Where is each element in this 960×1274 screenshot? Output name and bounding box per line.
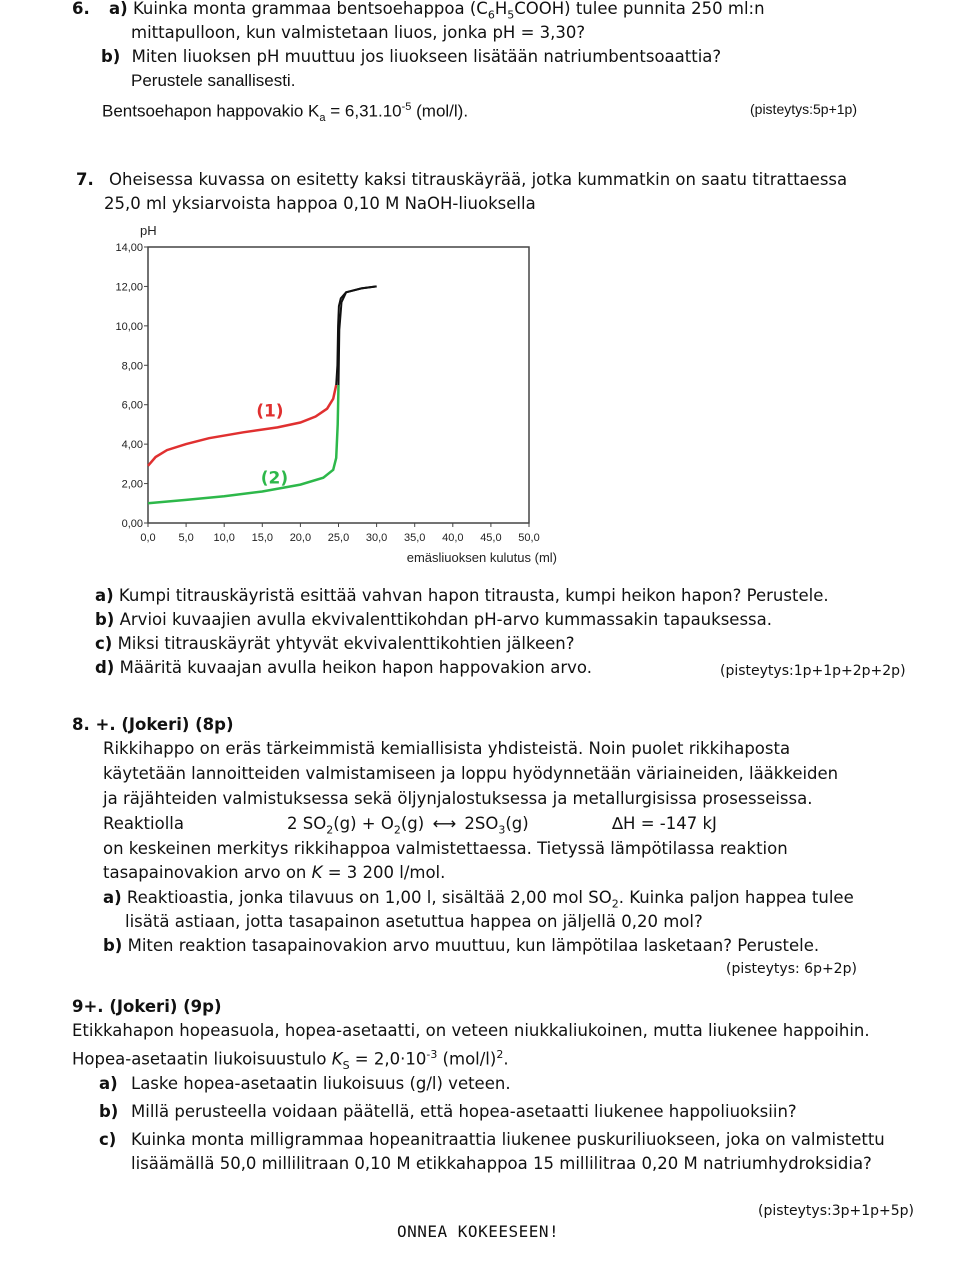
q6-points: (pisteytys:5p+1p) [750,101,857,117]
q7-points: (pisteytys:1p+1p+2p+2p) [720,663,906,679]
q7-a [95,585,829,607]
y-tick-label: 6,00 [121,399,143,412]
q9-l2 [72,1044,509,1077]
q9-l2-sup: -3 [426,1048,438,1061]
q6-a-label: a) [109,0,128,18]
y-tick-label: 0,00 [121,518,143,530]
q8-b [103,935,819,957]
q6-sub-2: 5 [507,8,515,22]
y-tick-label: 8,00 [121,360,143,373]
q9-l2-end: . [503,1049,509,1069]
q6-number: 6. [72,0,90,18]
q9-header-text: 9+. (Jokeri) (9p) [72,997,222,1016]
q8-eq-left: 2 SO [287,814,327,833]
x-tick-label: 35,0 [403,532,426,544]
q9-l2-post: (mol/l) [437,1049,497,1069]
q7-d-label: d) [95,658,115,677]
q6-ka-line [102,96,468,129]
q9-l1: Etikkahapon hopeasuola, hopea-asetaatti, on veteen niukkaliukoinen, mutta liukenee happoihin. [72,1021,870,1040]
q8-eq-end: (g) [505,814,529,833]
x-tick-label: 0,0 [140,532,156,544]
q7-a-label: a) [95,586,114,605]
q8-a-label: a) [103,888,122,907]
q8-delta-h: ∆H = -147 kJ [612,814,717,833]
q9-l2-k: K [331,1049,343,1069]
q6-b-line1 [101,46,721,68]
q8-l3: ja räjähteiden valmistuksessa sekä öljynjalostuksessa ja metallurgisissa prosesseissa. [103,789,813,808]
x-tick-label: 45,0 [480,532,502,544]
q8-a1-post: . Kuinka paljon happea tulee [618,888,854,907]
q6-ka-sub: a [319,112,326,125]
q6-ka-post: (mol/l). [411,101,469,121]
q6-b-label: b) [101,47,121,66]
q6-sub-1: 6 [487,8,495,22]
q8-b-label: b) [103,936,123,955]
q6-a-line2: mittapulloon, kun valmistetaan liuos, jonka pH = 3,30? [131,23,586,42]
y-tick-label: 12,00 [115,281,143,294]
series-1-line [148,385,336,466]
q8-l5: on keskeinen merkitys rikkihappoa valmistettaessa. Tietyssä lämpötilassa reaktion [103,839,788,858]
x-tick-label: 50,0 [518,532,540,544]
q7-number: 7. [76,170,94,189]
q8-eq-g: (g) [400,814,425,833]
q9-c-text-1: Kuinka monta milligrammaa hopeanitraattia liukenee puskuriliuokseen, joka on valmistettu [131,1130,885,1149]
q6-a-text-2: COOH) tulee punnita 250 ml:n [514,0,765,18]
q8-a2: lisätä astiaan, jotta tasapainon asetuttua happea on jäljellä 0,20 mol? [125,912,703,931]
q8-b-text: Miten reaktion tasapainovakion arvo muuttuu, kun lämpötilaa lasketaan? Perustele. [122,936,820,955]
x-tick-label: 25,0 [327,532,350,544]
q6-ka-sup: -5 [401,101,412,113]
series-1-label: (1) [256,401,284,422]
q8-eq-sub1: 2 [326,823,334,837]
y-tick-label: 4,00 [121,439,143,452]
q8-l2: käytetään lannoitteiden valmistamiseen ja loppu hyödynnetään väriaineiden, lääkkeiden [103,764,839,783]
y-axis-label: pH [140,223,157,238]
series-2-line [148,385,339,503]
x-tick-label: 20,0 [289,532,312,544]
q8-header [72,714,234,736]
q7-b [95,609,772,631]
q9-l2-sup2: 2 [496,1048,504,1061]
q8-l1: Rikkihappo on eräs tärkeimmistä kemiallisista yhdisteistä. Noin puolet rikkihaposta [103,739,791,758]
q9-points: (pisteytys:3p+1p+5p) [758,1203,915,1219]
q8-eq-mid: (g) + O [333,814,394,833]
q7-c-text: Miksi titrauskäyrät yhtyvät ekvivalenttikohtien jälkeen? [112,634,575,653]
q9-a [99,1073,511,1095]
q6-a-text-1: Kuinka monta grammaa bentsoehappoa (C [132,0,488,18]
q7-c [95,633,574,655]
q9-a-label: a) [99,1074,118,1093]
q7-c-label: c) [95,634,113,653]
q8-l6-post: = 3 200 l/mol. [322,863,446,882]
q7-line1 [76,169,847,191]
q8-reaktiolla: Reaktiolla [103,814,184,833]
q9-l2-pre: Hopea-asetaatin liukoisuustulo [72,1049,332,1069]
equilibrium-arrow-icon: ⟷ [432,814,457,833]
q9-l2-ksub: S [342,1058,350,1072]
q9-c-label: c) [99,1130,117,1149]
x-tick-label: 15,0 [251,532,274,544]
q6-b-line2: Perustele sanallisesti. [131,71,296,90]
q9-a-text: Laske hopea-asetaatin liukoisuus (g/l) veteen. [131,1074,511,1093]
series-2-label: (2) [260,468,289,489]
q7-d [95,657,592,679]
q9-l2-mid: = 2,0·10 [349,1049,427,1069]
q8-l6-k: K [311,863,323,882]
q7-b-text: Arvioi kuvaajien avulla ekvivalenttikohdan pH-arvo kummassakin tapauksessa. [114,610,772,629]
q8-a1-sub: 2 [611,897,619,911]
y-tick-label: 10,00 [115,320,143,333]
q9-b-text: Millä perusteella voidaan päätellä, että hopea-asetaatti liukenee happoliuoksiin? [131,1102,797,1121]
x-tick-label: 30,0 [365,532,388,544]
q6-formula-h: H [494,0,508,18]
q8-l6 [103,862,445,884]
q9-c [99,1129,885,1151]
x-tick-label: 10,0 [213,532,235,544]
q9-header [72,996,222,1018]
q8-eq-sub3: 3 [498,823,506,837]
q7-text-1: Oheisessa kuvassa on esitetty kaksi titrauskäyrää, jotka kummatkin on saatu titrattaessa [109,170,848,189]
q6-ka-mid: = 6,31.10 [325,101,402,121]
titration-chart [110,222,570,572]
q6-ka-pre: Bentsoehapon happovakio K [102,101,320,121]
q8-eq-right: 2SO [464,814,499,833]
y-tick-label: 14,00 [115,242,143,254]
q8-reaction-line [103,813,184,835]
q7-a-text: Kumpi titrauskäyristä esittää vahvan hapon titrausta, kumpi heikon hapon? Perustele. [113,586,829,605]
q9-b [99,1101,797,1123]
x-axis-label: emäsliuoksen kulutus (ml) [406,550,557,565]
series-2-upper-line [339,286,377,385]
q7-b-label: b) [95,610,115,629]
q7-d-text: Määritä kuvaajan avulla heikon hapon happovakion arvo. [114,658,592,677]
x-tick-label: 40,0 [442,532,464,544]
q9-b-label: b) [99,1102,119,1121]
q7-line2: 25,0 ml yksiarvoista happoa 0,10 M NaOH-liuoksella [104,194,536,213]
q6-b-text: Miten liuoksen pH muuttuu jos liuokseen lisätään natriumbentsoaattia? [131,47,722,66]
q8-points: (pisteytys: 6p+2p) [726,961,857,977]
q8-a1-pre: Reaktioastia, jonka tilavuus on 1,00 l, sisältää 2,00 mol SO [121,888,612,907]
q8-eq-sub2: 2 [393,823,401,837]
footer-good-luck: ONNEA KOKEESEEN! [397,1222,560,1241]
q8-header-text: 8. +. (Jokeri) (8p) [72,715,234,734]
q9-c2: lisäämällä 50,0 millilitraan 0,10 M etikkahappoa 15 millilitraa 0,20 M natriumhydroksidia? [131,1154,872,1173]
y-tick-label: 2,00 [121,478,143,491]
q8-l6-pre: tasapainovakion arvo on [103,863,312,882]
x-tick-label: 5,0 [178,532,194,544]
